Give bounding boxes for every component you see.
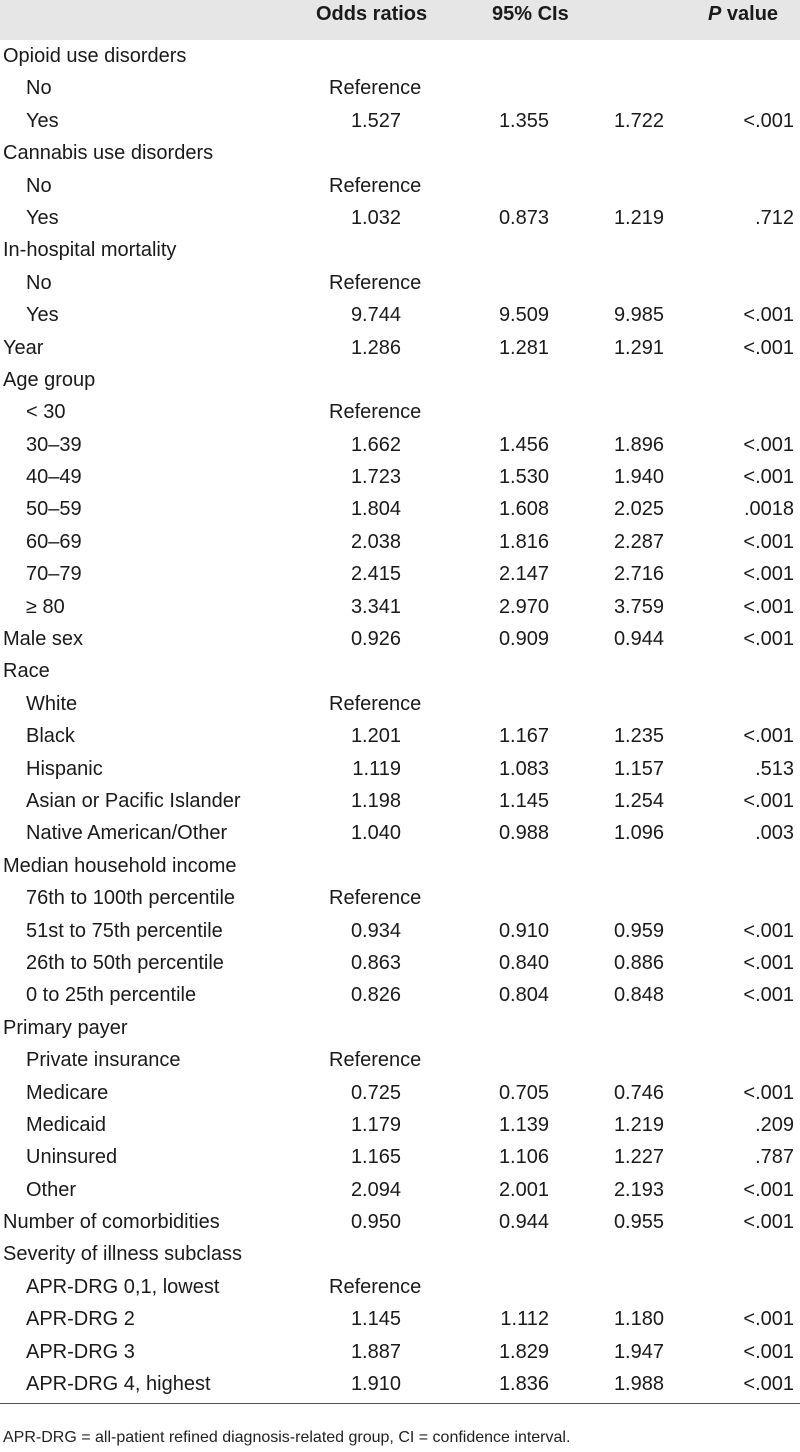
- ci-upper-cell: 0.944: [613, 628, 664, 651]
- p-value-cell: <.001: [743, 1211, 794, 1234]
- table-row: [0, 655, 800, 687]
- table-row: [0, 202, 800, 234]
- ci-lower-cell: 2.001: [498, 1178, 549, 1201]
- ci-upper-cell: 0.959: [613, 919, 664, 942]
- odds-ratio-cell: Reference: [329, 692, 422, 715]
- ci-upper-cell: 1.235: [613, 725, 664, 748]
- table-body: [0, 40, 800, 1400]
- table-row: [0, 850, 800, 882]
- row-label: Opioid use disorders: [3, 45, 187, 67]
- ci-lower-cell: 1.083: [498, 757, 549, 780]
- ci-upper-cell: 1.219: [613, 1113, 664, 1136]
- odds-ratio-cell: Reference: [329, 1049, 422, 1072]
- ci-lower-cell: 9.509: [498, 304, 549, 327]
- table-row: [0, 785, 800, 817]
- odds-ratio-cell: 1.286: [350, 336, 401, 359]
- p-value-cell: .209: [755, 1113, 794, 1136]
- table-row: [0, 688, 800, 720]
- p-value-cell: <.001: [743, 1308, 794, 1331]
- odds-ratio-cell: 1.165: [350, 1146, 401, 1169]
- ci-upper-cell: 2.025: [613, 498, 664, 521]
- ci-upper-cell: 0.746: [613, 1081, 664, 1104]
- ci-upper-cell: 1.947: [613, 1340, 664, 1363]
- ci-lower-cell: 0.909: [498, 628, 549, 651]
- row-label: 51st to 75th percentile: [26, 919, 223, 942]
- table-row: [0, 1109, 800, 1141]
- row-label: 0 to 25th percentile: [26, 984, 197, 1007]
- row-label: APR-DRG 2: [26, 1308, 135, 1331]
- table-row: [0, 364, 800, 396]
- table-footnote: APR-DRG = all-patient refined diagnosis-related group, CI = confidence interval.: [3, 1429, 571, 1446]
- row-label: In-hospital mortality: [3, 239, 177, 262]
- odds-ratio-cell: 0.863: [350, 951, 401, 974]
- ci-lower-cell: 2.970: [498, 595, 549, 618]
- ci-upper-cell: 2.193: [613, 1178, 664, 1201]
- p-value-cell: <.001: [743, 595, 794, 618]
- row-label: Uninsured: [26, 1146, 118, 1169]
- ci-upper-cell: 1.254: [613, 789, 664, 812]
- table-row: [0, 493, 800, 525]
- row-label: 30–39: [26, 433, 82, 456]
- ci-upper-cell: 0.955: [613, 1211, 664, 1234]
- odds-ratio-cell: 1.662: [350, 433, 401, 456]
- ci-upper-cell: 1.096: [613, 822, 664, 845]
- row-label: 76th to 100th percentile: [26, 887, 236, 910]
- row-label: Hispanic: [26, 757, 103, 780]
- p-value-cell: <.001: [743, 336, 794, 359]
- table-row: [0, 1238, 800, 1270]
- row-label: 50–59: [26, 498, 82, 521]
- row-label: Yes: [26, 109, 59, 132]
- ci-upper-cell: 1.219: [613, 206, 664, 229]
- row-label: ≥ 80: [26, 595, 65, 618]
- table-row: [0, 915, 800, 947]
- row-label: Year: [3, 336, 44, 359]
- p-value-cell: <.001: [743, 628, 794, 651]
- ci-lower-cell: 0.910: [498, 919, 549, 942]
- table-bottom-rule: [0, 1403, 800, 1404]
- ci-lower-cell: 1.167: [498, 725, 549, 748]
- ci-upper-cell: 3.759: [613, 595, 664, 618]
- row-label: Race: [3, 660, 50, 683]
- ci-lower-cell: 0.705: [498, 1081, 549, 1104]
- row-label: Number of comorbidities: [3, 1211, 220, 1234]
- ci-upper-cell: 1.157: [613, 757, 664, 780]
- odds-ratio-cell: 2.038: [350, 530, 401, 553]
- odds-ratio-cell: 0.926: [350, 628, 401, 651]
- odds-ratio-cell: Reference: [329, 1275, 422, 1298]
- ci-lower-cell: 0.873: [498, 206, 549, 229]
- ci-upper-cell: 1.291: [613, 336, 664, 359]
- row-label: Cannabis use disorders: [3, 142, 214, 165]
- row-label: No: [26, 174, 52, 197]
- p-value-cell: <.001: [743, 466, 794, 489]
- ci-lower-cell: 1.836: [498, 1373, 549, 1396]
- header-p-letter: P: [708, 3, 722, 25]
- header-p-suffix: value: [721, 3, 779, 25]
- odds-ratio-cell: Reference: [329, 401, 422, 424]
- odds-ratio-cell: Reference: [329, 887, 422, 910]
- table-row: [0, 753, 800, 785]
- row-label: Age group: [3, 368, 96, 391]
- ci-lower-cell: 1.112: [500, 1308, 549, 1331]
- p-value-cell: .712: [755, 206, 794, 229]
- table-row: [0, 558, 800, 590]
- odds-ratio-cell: 0.934: [350, 919, 401, 942]
- table-row: [0, 267, 800, 299]
- odds-ratio-cell: 1.198: [350, 789, 401, 812]
- odds-ratio-cell: 0.950: [350, 1211, 401, 1234]
- row-label: White: [26, 692, 78, 715]
- odds-ratio-cell: 1.723: [350, 466, 401, 489]
- header-p-value: [708, 0, 800, 28]
- ci-lower-cell: 1.829: [498, 1340, 549, 1363]
- table-row: [0, 299, 800, 331]
- p-value-cell: <.001: [743, 725, 794, 748]
- row-label: Severity of illness subclass: [3, 1243, 242, 1266]
- table-row: [0, 234, 800, 266]
- ci-lower-cell: 1.608: [498, 498, 549, 521]
- odds-ratio-cell: 1.887: [350, 1340, 401, 1363]
- p-value-cell: <.001: [743, 530, 794, 553]
- ci-upper-cell: 1.722: [613, 109, 664, 132]
- table-row: [0, 623, 800, 655]
- header-95-ci: 95% CIs: [492, 3, 569, 25]
- row-label: 70–79: [26, 563, 82, 586]
- ci-lower-cell: 2.147: [498, 563, 549, 586]
- row-label: < 30: [26, 401, 66, 424]
- p-value-cell: <.001: [743, 109, 794, 132]
- ci-upper-cell: 1.988: [613, 1373, 664, 1396]
- row-label: APR-DRG 0,1, lowest: [26, 1275, 220, 1298]
- odds-ratio-cell: 1.032: [350, 206, 401, 229]
- row-label: No: [26, 271, 52, 294]
- ci-lower-cell: 1.139: [498, 1113, 549, 1136]
- odds-ratio-cell: 2.415: [350, 563, 401, 586]
- row-label: Primary payer: [3, 1016, 128, 1039]
- table-row: [0, 1012, 800, 1044]
- odds-ratio-cell: 1.527: [350, 109, 401, 132]
- p-value-cell: .787: [755, 1146, 794, 1169]
- ci-lower-cell: 0.840: [498, 951, 549, 974]
- p-value-cell: <.001: [743, 1373, 794, 1396]
- ci-upper-cell: 1.180: [613, 1308, 664, 1331]
- p-value-cell: <.001: [743, 1178, 794, 1201]
- p-value-cell: <.001: [743, 984, 794, 1007]
- table-row: [0, 137, 800, 169]
- ci-upper-cell: 1.896: [613, 433, 664, 456]
- odds-ratio-cell: 3.341: [350, 595, 401, 618]
- row-label: Asian or Pacific Islander: [26, 789, 241, 812]
- table-row: [0, 170, 800, 202]
- ci-upper-cell: 0.848: [613, 984, 664, 1007]
- ci-upper-cell: 1.227: [613, 1146, 664, 1169]
- table-row: [0, 396, 800, 428]
- table-row: [0, 1206, 800, 1238]
- row-label: No: [26, 77, 52, 100]
- table-row: [0, 1044, 800, 1076]
- table-row: [0, 40, 800, 72]
- ci-lower-cell: 1.530: [498, 466, 549, 489]
- table-row: [0, 947, 800, 979]
- ci-lower-cell: 1.355: [498, 109, 549, 132]
- table-row: [0, 1174, 800, 1206]
- odds-ratio-cell: Reference: [329, 174, 422, 197]
- table-row: [0, 591, 800, 623]
- odds-ratio-cell: 1.179: [350, 1113, 401, 1136]
- table-row: [0, 1368, 800, 1400]
- odds-ratio-cell: 1.119: [352, 757, 401, 780]
- odds-ratio-cell: 2.094: [350, 1178, 401, 1201]
- table-row: [0, 1077, 800, 1109]
- ci-lower-cell: 1.106: [498, 1146, 549, 1169]
- table-row: [0, 461, 800, 493]
- table-row: [0, 882, 800, 914]
- ci-lower-cell: 0.804: [498, 984, 549, 1007]
- odds-ratio-cell: Reference: [329, 271, 422, 294]
- p-value-cell: .003: [755, 822, 794, 845]
- p-value-cell: .0018: [743, 498, 794, 521]
- ci-lower-cell: 0.944: [498, 1211, 549, 1234]
- table-row: [0, 429, 800, 461]
- ci-lower-cell: 1.456: [498, 433, 549, 456]
- odds-ratio-cell: Reference: [329, 77, 422, 100]
- header-odds-ratios: Odds ratios: [316, 3, 428, 25]
- row-label: Yes: [26, 304, 59, 327]
- table-row: [0, 526, 800, 558]
- p-value-cell: <.001: [743, 789, 794, 812]
- row-label: Black: [26, 725, 75, 748]
- row-label: APR-DRG 3: [26, 1340, 135, 1363]
- odds-ratio-cell: 0.826: [350, 984, 401, 1007]
- ci-lower-cell: 0.988: [498, 822, 549, 845]
- p-value-cell: <.001: [743, 1340, 794, 1363]
- row-label: Medicaid: [26, 1113, 107, 1136]
- odds-ratio-cell: 1.804: [350, 498, 401, 521]
- odds-ratio-cell: 9.744: [350, 304, 401, 327]
- p-value-cell: .513: [755, 757, 794, 780]
- odds-ratio-cell: 1.145: [350, 1308, 401, 1331]
- odds-ratio-cell: 1.201: [350, 725, 401, 748]
- row-label: Other: [26, 1178, 77, 1201]
- odds-ratio-cell: 1.040: [350, 822, 401, 845]
- row-label: Yes: [26, 206, 59, 229]
- table-row: [0, 105, 800, 137]
- p-value-cell: <.001: [743, 919, 794, 942]
- ci-upper-cell: 2.716: [613, 563, 664, 586]
- row-label: Medicare: [26, 1081, 109, 1104]
- row-label: Native American/Other: [26, 822, 228, 845]
- ci-lower-cell: 1.816: [498, 530, 549, 553]
- table-header: [0, 0, 800, 40]
- table-row: [0, 332, 800, 364]
- p-value-cell: <.001: [743, 433, 794, 456]
- table-row: [0, 817, 800, 849]
- ci-upper-cell: 2.287: [613, 530, 664, 553]
- odds-ratio-cell: 1.910: [350, 1373, 401, 1396]
- odds-ratio-cell: 0.725: [350, 1081, 401, 1104]
- table-row: [0, 72, 800, 104]
- row-label: Male sex: [3, 628, 84, 651]
- table-row: [0, 1303, 800, 1335]
- ci-upper-cell: 0.886: [613, 951, 664, 974]
- table-row: [0, 1271, 800, 1303]
- ci-lower-cell: 1.145: [498, 789, 549, 812]
- ci-lower-cell: 1.281: [498, 336, 549, 359]
- p-value-cell: <.001: [743, 1081, 794, 1104]
- row-label: APR-DRG 4, highest: [26, 1373, 211, 1396]
- p-value-cell: <.001: [743, 563, 794, 586]
- row-label: 60–69: [26, 530, 82, 553]
- ci-upper-cell: 9.985: [613, 304, 664, 327]
- table-row: [0, 1141, 800, 1173]
- row-label: 26th to 50th percentile: [26, 951, 224, 974]
- table-row: [0, 1336, 800, 1368]
- table-row: [0, 720, 800, 752]
- ci-upper-cell: 1.940: [613, 466, 664, 489]
- row-label: Median household income: [3, 854, 237, 877]
- table-row: [0, 979, 800, 1011]
- p-value-cell: <.001: [743, 304, 794, 327]
- row-label: 40–49: [26, 466, 82, 489]
- p-value-cell: <.001: [743, 951, 794, 974]
- row-label: Private insurance: [26, 1049, 181, 1072]
